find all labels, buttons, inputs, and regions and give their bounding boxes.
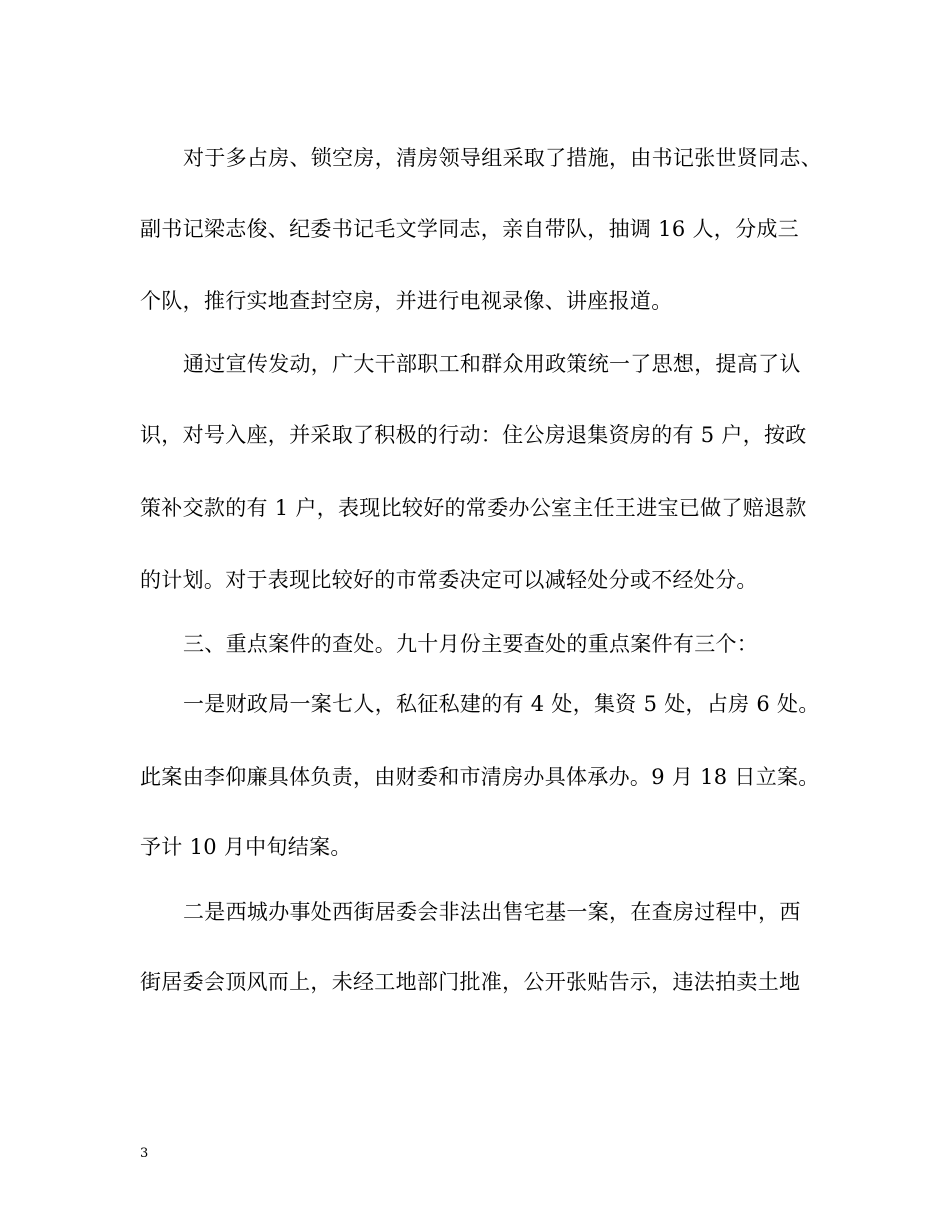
paragraph-line: 此案由李仰廉具体负责，由财委和市清房办具体承办。9 月 18 日立案。 bbox=[140, 765, 820, 789]
paragraph-line: 予计 10 月中旬结案。 bbox=[140, 835, 352, 859]
paragraph-line: 街居委会顶风而上，未经工地部门批准，公开张贴告示，违法拍卖土地 bbox=[140, 970, 801, 994]
page-number: 3 bbox=[140, 1146, 149, 1161]
paragraph-line: 对于多占房、锁空房，清房领导组采取了措施，由书记张世贤同志、 bbox=[183, 146, 822, 170]
paragraph-line: 个队，推行实地查封空房，并进行电视录像、讲座报道。 bbox=[140, 289, 673, 313]
paragraph-line: 的计划。对于表现比较好的市常委决定可以减轻处分或不经处分。 bbox=[140, 568, 758, 592]
paragraph-line: 识，对号入座，并采取了积极的行动：住公房退集资房的有 5 户，按政 bbox=[140, 423, 807, 447]
paragraph-line: 副书记梁志俊、纪委书记毛文学同志，亲自带队，抽调 16 人，分成三 bbox=[140, 217, 799, 241]
paragraph-line: 二是西城办事处西街居委会非法出售宅基一案，在查房过程中，西 bbox=[183, 900, 801, 924]
paragraph-line: 通过宣传发动，广大干部职工和群众用政策统一了思想，提高了认 bbox=[183, 352, 801, 376]
paragraph-line: 策补交款的有 1 户，表现比较好的常委办公室主任王进宝已做了赔退款 bbox=[140, 496, 807, 520]
paragraph-line: 一是财政局一案七人，私征私建的有 4 处，集资 5 处，占房 6 处。 bbox=[183, 692, 820, 716]
section-heading: 三、重点案件的查处。九十月份主要查处的重点案件有三个： bbox=[183, 632, 759, 656]
